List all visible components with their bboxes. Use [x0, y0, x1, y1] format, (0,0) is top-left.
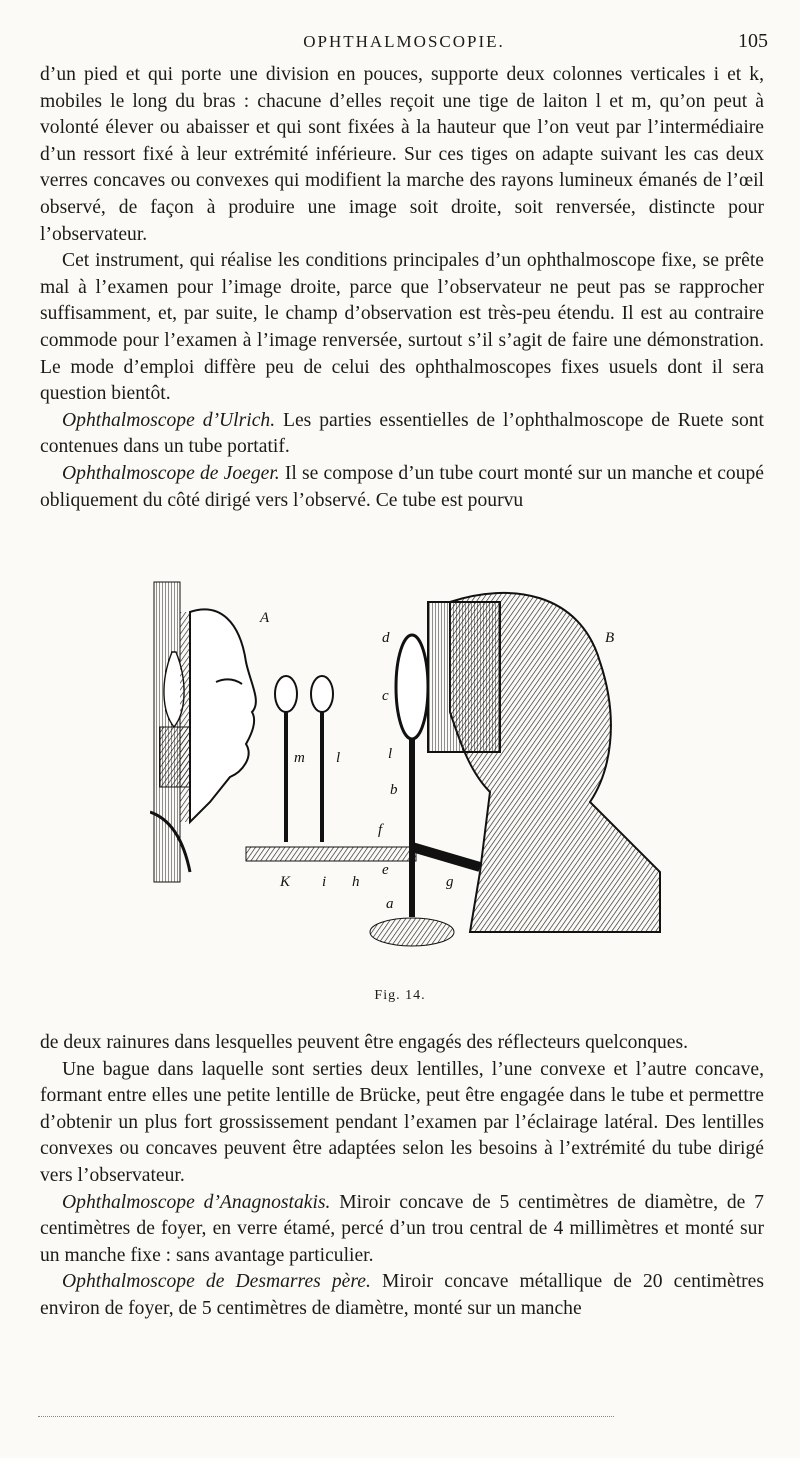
paragraph-anagnostakis — [40, 1190, 764, 1270]
figure-label-K: K — [280, 874, 291, 890]
ulrich-text: Les parties essentielles de l’ophthalmoscope de Ruete sont contenues dans un tube portatif. — [40, 409, 764, 458]
figure-caption: Fig. 14. — [374, 988, 426, 1003]
figure-label-l-small: l — [336, 750, 341, 766]
figure-label-e: e — [382, 862, 389, 878]
figure-label-c: c — [382, 688, 389, 704]
figure-label-b: b — [390, 782, 398, 798]
figure-label-i: i — [322, 874, 327, 890]
paragraph-bague: Une bague dans laquelle sont serties deux lentilles, l’une convexe et l’autre concave, formant entre elles une petite lentille de Brücke, peut être engagée dans le tube et permettre d’obtenir un plus fort grossissement pendant l’examen par l’éclairage latéral. Des lentilles convexes ou concaves peuvent être adaptées selon les besoins à l’extrémité du tube dirigé vers l’observateur. — [40, 1058, 764, 1186]
figure-label-l: l — [388, 746, 393, 762]
paragraph-desmarres — [40, 1269, 764, 1322]
page-number: 105 — [738, 30, 768, 52]
running-title: OPHTHALMOSCOPIE. — [303, 32, 505, 51]
footer-dotted-line — [38, 1416, 614, 1417]
anagnostakis-title: Ophthalmoscope d’Anagnostakis. — [62, 1191, 331, 1213]
figure-label-h: h — [352, 874, 360, 890]
figure-label-a: a — [386, 896, 394, 912]
figure-label-d: d — [382, 630, 390, 646]
text-block-top — [40, 62, 764, 514]
text-block-bottom — [40, 1030, 764, 1323]
figure-label-B: B — [605, 630, 615, 646]
desmarres-text: Miroir concave métallique de 20 centimètres environ de foyer, de 5 centimètres de diamètre, monté sur un manche — [40, 1271, 764, 1319]
ulrich-title: Ophthalmoscope d’Ulrich. — [62, 409, 276, 431]
figure-illustration — [150, 572, 670, 960]
paragraph-continuation: d’un pied et qui porte une division en pouces, supporte deux colonnes verticales i et k, mobiles le long du bras : chacune d’elles reçoit une tige de laiton l et m, qu’on peut à volonté élever ou abaisser et qui sont fixées à la hauteur que l’on veut par l’intermédiaire d’un ressort fixé à leur extrémité inférieure. Sur ces tiges on adapte suivant les cas deux verres concaves ou convexes qui modifient la marche des rayons lumineux émanés de l’œil observé, de façon à produire une image soit droite, soit renversée, distincte pour l’observateur. — [40, 64, 764, 245]
joeger-title: Ophthalmoscope de Joeger. — [62, 462, 280, 484]
desmarres-title: Ophthalmoscope de Desmarres père. — [62, 1271, 371, 1293]
paragraph-instrument: Cet instrument, qui réalise les conditions principales d’un ophthalmoscope fixe, se prête mal à l’examen pour l’image droite, parce que l’observateur ne peut pas se rapprocher suffisamment, et, par suite, le champ d’observation est très-peu étendu. Il est au contraire commode pour l’examen à l’image renversée, surtout s’il s’agit de faire une démonstration. Le mode d’emploi diffère peu de celui des ophthalmoscopes fixes usuels dont il sera question bientôt. — [40, 250, 764, 405]
paragraph-joeger — [40, 461, 764, 514]
page-header — [40, 30, 768, 56]
figure-label-g: g — [446, 874, 454, 890]
figure-label-A: A — [260, 610, 270, 626]
joeger-text: Il se compose d’un tube court monté sur un manche et coupé obliquement du côté dirigé vers l’observé. Ce tube est pourvu — [40, 462, 765, 511]
figure-label-f: f — [378, 822, 383, 838]
paragraph-rainures: de deux rainures dans lesquelles peuvent être engagés des réflecteurs quelconques. — [40, 1032, 688, 1053]
figure-label-m: m — [294, 750, 305, 766]
anagnostakis-text: Miroir concave de 5 centimètres de diamètre, de 7 centimètres de foyer, en verre étamé, percé d’un trou central de 4 millimètres et monté sur un manche fixe : sans avantage particulier. — [40, 1191, 764, 1266]
paragraph-ulrich — [40, 408, 764, 461]
